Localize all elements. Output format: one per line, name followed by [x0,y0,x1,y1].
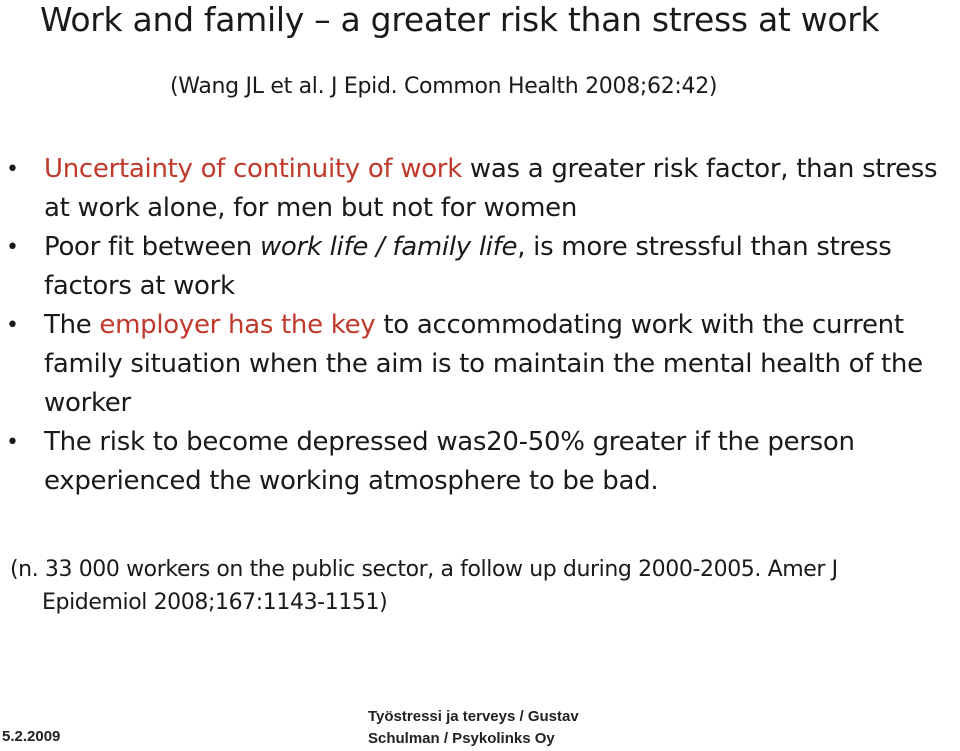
slide-title: Work and family – a greater risk than stress at work [40,0,880,39]
reference-line-2: Epidemiol 2008;167:1143-1151) [42,590,388,615]
footer-credit [368,706,579,750]
bullet-item [0,150,960,228]
footer-credit-line-1: Työstressi ja terveys / Gustav [368,708,579,725]
bullet-text: was a greater risk factor, than stress at work alone, for men but not for women [44,154,938,223]
slide-subtitle: (Wang JL et al. J Epid. Common Health 2008;62:42) [170,74,718,99]
bullet-suffix: , is more stressful than stress factors at work [44,232,892,301]
bullet-suffix: to accommodating work with the current family situation when the aim is to maintain the mental health of the worker [44,310,923,418]
bullet-italic: work life / family life [259,232,518,262]
reference-note [10,553,960,619]
reference-line-1: (n. 33 000 workers on the public sector, a follow up during 2000-2005. Amer J [10,557,838,582]
bullet-highlight: employer has the key [99,310,376,340]
footer-date: 5.2.2009 [2,728,61,745]
bullet-text: The risk to become depressed was20-50% greater if the person experienced the working atmosphere to be bad. [44,427,855,496]
bullet-list [0,150,960,501]
bullet-prefix: The [44,310,100,340]
bullet-item [0,423,960,501]
bullet-item [0,228,960,306]
bullet-prefix: Poor fit between [44,232,260,262]
bullet-highlight: Uncertainty of continuity of work [44,154,462,184]
footer-credit-line-2: Schulman / Psykolinks Oy [368,730,555,747]
bullet-item [0,306,960,423]
